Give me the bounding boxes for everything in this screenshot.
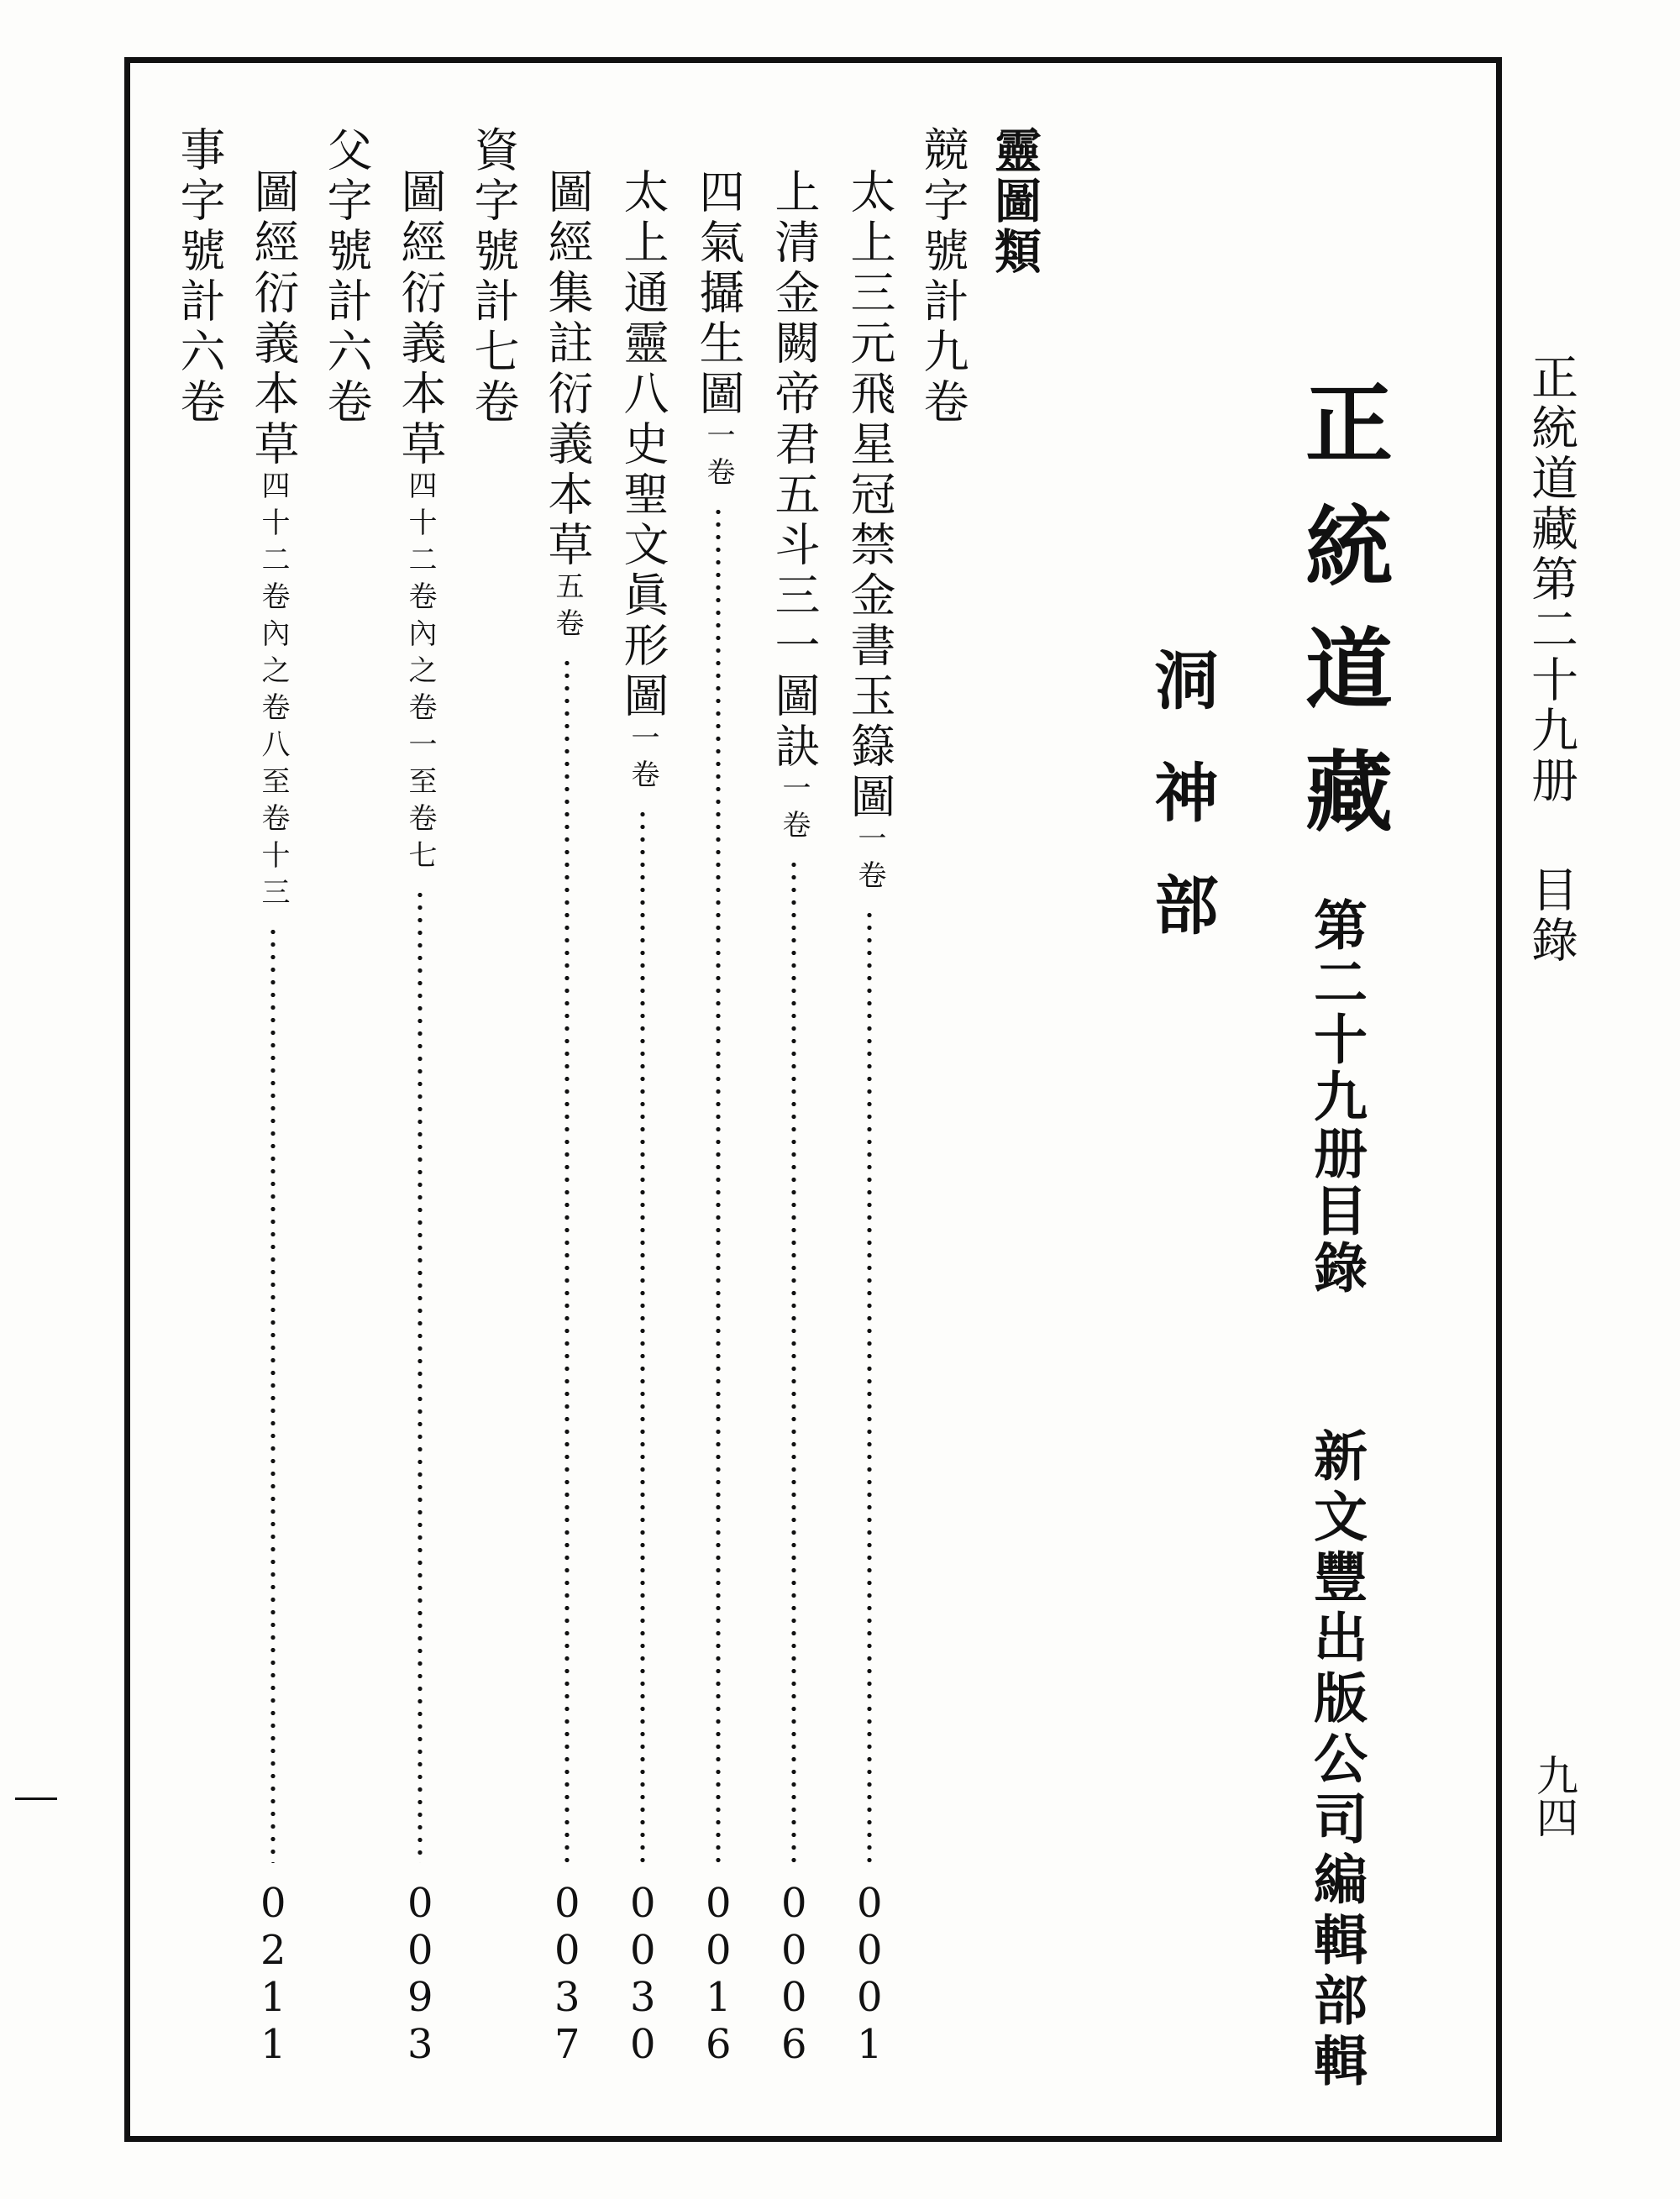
group-heading: 資字號計七卷 [467, 126, 520, 428]
entry-note: 四十二卷內之卷八至卷十三 [256, 470, 290, 914]
toc-entry[interactable] [542, 168, 592, 2068]
dot-leader [791, 858, 796, 1863]
entry-title: 太上通靈八史聖文眞形圖一卷 [617, 168, 669, 796]
dot-leader [270, 926, 276, 1863]
toc-entry[interactable] [617, 168, 668, 2068]
entry-note: 一卷 [701, 420, 735, 494]
dot-leader [716, 506, 721, 1863]
margin-mark [15, 1798, 57, 1800]
section-name: 洞神部 [1144, 647, 1219, 984]
entry-page: 0211 [249, 1880, 297, 2068]
entry-note: 一卷 [853, 823, 886, 897]
category-heading: 靈圖類 [987, 126, 1042, 277]
entry-note: 一卷 [777, 773, 811, 847]
running-head-section: 目錄 [1524, 865, 1578, 966]
publisher: 新文豐出版公司編輯部輯 [1305, 1428, 1368, 2093]
entry-title: 太上三元飛星冠禁金書玉籙圖一卷 [843, 168, 896, 897]
entry-page: 0006 [770, 1880, 818, 2068]
toc-entry[interactable] [248, 168, 298, 2068]
group-heading: 父字號計六卷 [320, 126, 373, 428]
toc-entry[interactable] [693, 168, 743, 2068]
entry-note: 五卷 [550, 571, 584, 645]
entry-page: 0093 [396, 1880, 444, 2068]
entry-page: 0016 [695, 1880, 743, 2068]
dot-leader [417, 889, 423, 1863]
toc-entry[interactable] [395, 168, 445, 2068]
entry-note: 四十二卷內之卷一至卷七 [403, 470, 437, 877]
dot-leader [564, 657, 570, 1863]
entry-note: 一卷 [626, 722, 659, 796]
entry-title: 上清金闕帝君五斗三一圖訣一卷 [768, 168, 821, 847]
dot-leader [640, 808, 645, 1863]
entry-title: 圖經集註衍義本草五卷 [541, 168, 594, 645]
entry-title: 圖經衍義本草四十二卷內之卷一至卷七 [394, 168, 447, 877]
entry-page: 0001 [846, 1880, 894, 2068]
group-heading: 競字號計九卷 [916, 126, 969, 428]
dot-leader [867, 909, 872, 1863]
group-heading: 事字號計六卷 [173, 126, 226, 428]
entry-title: 圖經衍義本草四十二卷內之卷八至卷十三 [247, 168, 300, 914]
running-head [1524, 353, 1578, 966]
toc-entry[interactable] [844, 168, 895, 2068]
running-head-title: 正統道藏第二十九册 [1524, 353, 1578, 806]
entry-page: 0030 [619, 1880, 667, 2068]
page-number: 九四 [1530, 1754, 1578, 1838]
entry-title: 四氣攝生圖一卷 [692, 168, 745, 494]
toc-entry[interactable] [769, 168, 819, 2068]
book-title: 正統道藏 [1290, 378, 1394, 869]
entry-page: 0037 [543, 1880, 591, 2068]
volume-subtitle: 第二十九册目錄 [1305, 897, 1368, 1297]
